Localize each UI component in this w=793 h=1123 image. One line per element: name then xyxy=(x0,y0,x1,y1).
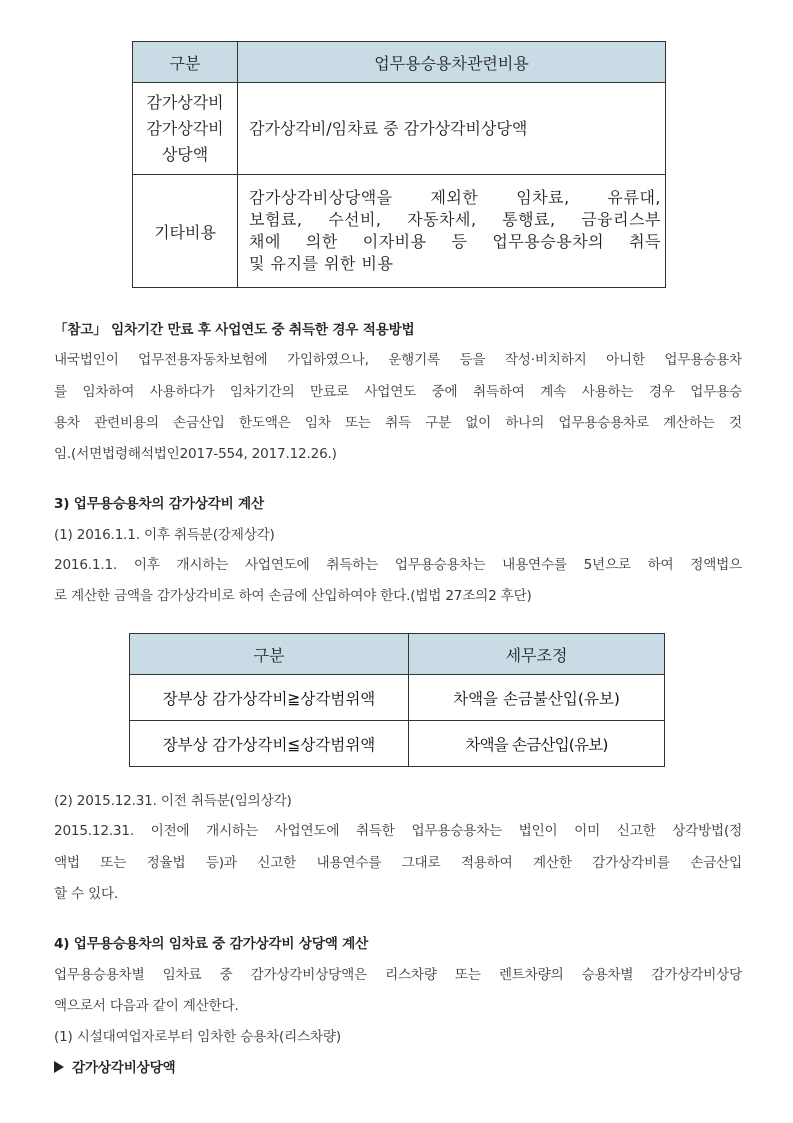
table-header-row xyxy=(133,42,666,83)
table-cell-category: 기타비용 xyxy=(133,175,238,288)
table-cell: 차액을 손금불산입(유보) xyxy=(409,675,665,721)
section-title: 4) 업무용승용차의 임차료 중 감가상각비 상당액 계산 xyxy=(54,936,369,952)
bullet-heading xyxy=(54,1053,742,1083)
paragraph-line: 할 수 있다. xyxy=(54,886,119,902)
paragraph-line: 임.(서면법령해석법인2017-554, 2017.12.26.) xyxy=(54,446,337,462)
subsection-title: (1) 2016.1.1. 이후 취득분(강제상각) xyxy=(54,527,275,543)
table-row xyxy=(130,721,665,767)
paragraph-line: 액으로서 다음과 같이 계산한다. xyxy=(54,998,239,1014)
table-cell-content: 감가상각비/임차료 중 감가상각비상당액 xyxy=(238,83,666,175)
table-header-cell: 구분 xyxy=(130,634,409,675)
table-cell: 장부상 감가상각비≦상각범위액 xyxy=(130,721,409,767)
table-header-cell: 구분 xyxy=(133,42,238,83)
table-cell: 차액을 손금산입(유보) xyxy=(409,721,665,767)
category-line: 상당액 xyxy=(161,144,209,164)
triangle-right-icon xyxy=(54,1061,64,1073)
section-title: 3) 업무용승용차의 감가상각비 계산 xyxy=(54,496,264,512)
table-header-row xyxy=(130,634,665,675)
table-cell: 장부상 감가상각비≧상각범위액 xyxy=(130,675,409,721)
category-line: 감가상각비 xyxy=(146,92,224,112)
paragraph-line: 업무용승용차별 임차료 중 감가상각비상당액은 리스차량 또는 렌트차량의 승용차별 감가상각비상당 xyxy=(54,967,742,983)
paragraph-line: 2015.12.31. 이전에 개시하는 사업연도에 취득한 업무용승용차는 법인이 이미 신고한 상각방법(정 xyxy=(54,823,742,839)
bullet-label: 감가상각비상당액 xyxy=(72,1060,176,1076)
vehicle-expense-table xyxy=(132,41,666,288)
content-line: 감가상각비상당액을 제외한 임차료, 유류대, xyxy=(249,188,661,207)
paragraph-line: 액법 또는 정율법 등)과 신고한 내용연수를 그대로 적용하여 계산한 감가상각비를 손금산입 xyxy=(54,855,742,871)
content-line: 보험료, 수선비, 자동차세, 통행료, 금융리스부 xyxy=(249,210,661,229)
table-cell-content xyxy=(238,175,666,288)
category-line: 감가상각비 xyxy=(146,118,224,138)
paragraph-line: 용차 관련비용의 손금산입 한도액은 임차 또는 취득 구분 없이 하나의 업무용승용차로 계산하는 것 xyxy=(54,415,742,431)
paragraph-line: 로 계산한 금액을 감가상각비로 하여 손금에 산입하여야 한다.(법법 27조의2 후단) xyxy=(54,588,532,604)
paragraph-line: 내국법인이 업무전용자동차보험에 가입하였으나, 운행기록 등을 작성·비치하지 아니한 업무용승용차 xyxy=(54,352,742,368)
table-cell-category xyxy=(133,83,238,175)
table-row xyxy=(133,83,666,175)
reference-title: 「참고」 임차기간 만료 후 사업연도 중 취득한 경우 적용방법 xyxy=(54,322,415,338)
content-line: 채에 의한 이자비용 등 업무용승용차의 취득 xyxy=(249,232,661,251)
content-line: 및 유지를 위한 비용 xyxy=(249,254,394,273)
table-header-cell: 업무용승용차관련비용 xyxy=(238,42,666,83)
tax-adjustment-table xyxy=(129,633,665,767)
subsection-title: (2) 2015.12.31. 이전 취득분(임의상각) xyxy=(54,793,292,809)
paragraph-line: 를 임차하여 사용하다가 임차기간의 만료로 사업연도 중에 취득하여 계속 사용하는 경우 업무용승 xyxy=(54,384,742,400)
table-header-cell: 세무조정 xyxy=(409,634,665,675)
table-row xyxy=(130,675,665,721)
table-row xyxy=(133,175,666,288)
subsection-title: (1) 시설대여업자로부터 임차한 승용차(리스차량) xyxy=(54,1029,341,1045)
paragraph-line: 2016.1.1. 이후 개시하는 사업연도에 취득하는 업무용승용차는 내용연수를 5년으로 하여 정액법으 xyxy=(54,557,742,573)
